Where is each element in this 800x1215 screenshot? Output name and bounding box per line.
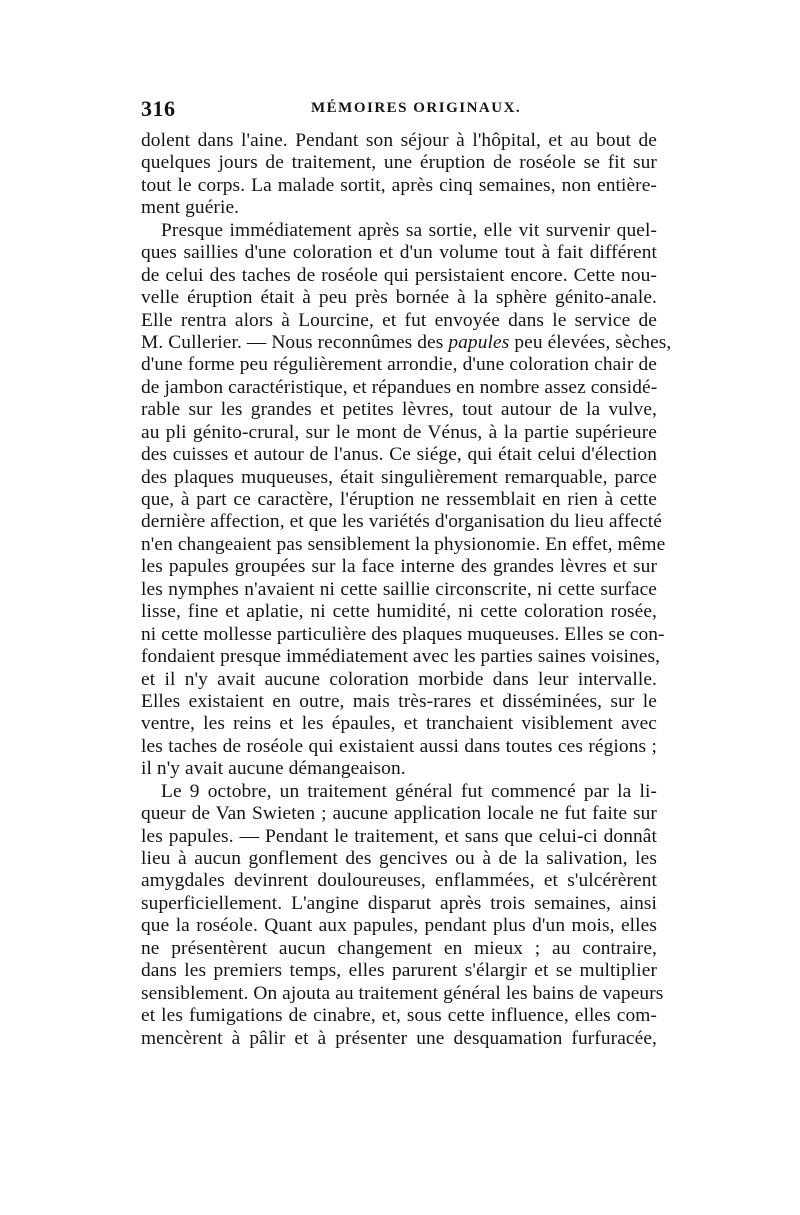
text-line: n'en changeaient pas sensiblement la physionomie. En effet, même (141, 533, 666, 555)
text-line: les nymphes n'avaient ni cette saillie circonscrite, ni cette surface (141, 578, 657, 600)
text-line: il n'y avait aucune démangeaison. (141, 758, 406, 780)
text-line: lisse, fine et aplatie, ni cette humidité, ni cette coloration rosée, (141, 601, 657, 623)
text-line: les taches de roséole qui existaient aussi dans toutes ces régions ; (141, 735, 657, 757)
text-line: des cuisses et autour de l'anus. Ce siége, qui était celui d'élection (141, 444, 657, 466)
text-line: ques saillies d'une coloration et d'un volume tout à fait différent (141, 242, 657, 264)
text-line: ni cette mollesse particulière des plaques muqueuses. Elles se con- (141, 623, 665, 645)
text-line: au pli génito-crural, sur le mont de Vénus, à la partie supérieure (141, 421, 657, 443)
text-line: de jambon caractéristique, et répandues en nombre assez considé- (141, 376, 658, 398)
text-line: Le 9 octobre, un traitement général fut commencé par la li- (161, 780, 657, 802)
text-line: quelques jours de traitement, une éruption de roséole se fit sur (141, 152, 657, 174)
text-line: mencèrent à pâlir et à présenter une desquamation furfuracée, (141, 1027, 657, 1049)
text-line: les papules groupées sur la face interne des grandes lèvres et sur (141, 556, 657, 578)
text-line: d'une forme peu régulièrement arrondie, d'une coloration chair de (141, 354, 657, 376)
text-line: Elle rentra alors à Lourcine, et fut envoyée dans le service de (141, 309, 657, 331)
text-line: amygdales devinrent douloureuses, enflammées, et s'ulcérèrent (141, 870, 657, 892)
text-line: Elles existaient en outre, mais très-rares et disséminées, sur le (141, 690, 657, 712)
text-line: velle éruption était à peu près bornée à la sphère génito-anale. (141, 287, 657, 309)
text-line: dolent dans l'aine. Pendant son séjour à l'hôpital, et au bout de (141, 130, 657, 151)
text-line: tout le corps. La malade sortit, après cinq semaines, non entière- (141, 174, 657, 196)
text-line: superficiellement. L'angine disparut après trois semaines, ainsi (141, 892, 657, 914)
text-line: que la roséole. Quant aux papules, pendant plus d'un mois, elles (141, 915, 657, 937)
text-line: de celui des taches de roséole qui persistaient encore. Cette nou- (141, 264, 657, 286)
page-number: 316 (141, 96, 176, 121)
text-line: ment guérie. (141, 197, 240, 219)
text-line: les papules. — Pendant le traitement, et sans que celui-ci donnât (141, 825, 657, 847)
text-line: dernière affection, et que les variétés d'organisation du lieu affecté (141, 511, 662, 533)
text-line: ne présentèrent aucun changement en mieux ; au contraire, (141, 937, 657, 959)
text-line: lieu à aucun gonflement des gencives ou à de la salivation, les (141, 848, 657, 869)
text-line: et il n'y avait aucune coloration morbide dans leur intervalle. (141, 668, 657, 690)
text-line: ventre, les reins et les épaules, et tranchaient visiblement avec (141, 713, 657, 735)
text-line: rable sur les grandes et petites lèvres, tout autour de la vulve, (141, 399, 657, 421)
text-line: sensiblement. On ajouta au traitement général les bains de vapeurs (141, 982, 664, 1004)
text-line: et les fumigations de cinabre, et, sous cette influence, elles com- (141, 1005, 657, 1027)
text-line: des plaques muqueuses, était singulièrement remarquable, parce (141, 466, 657, 488)
text-line (141, 331, 672, 354)
running-title: MÉMOIRES ORIGINAUX. (311, 100, 522, 116)
text-line: fondaient presque immédiatement avec les parties saines voisines, (141, 646, 661, 668)
text-line: Presque immédiatement après sa sortie, elle vit survenir quel- (161, 219, 657, 241)
text-line: dans les premiers temps, elles parurent s'élargir et se multiplier (141, 960, 657, 982)
text-run: M. Cullerier. — Nous reconnûmes des (141, 331, 449, 353)
text-line: queur de Van Swieten ; aucune application locale ne fut faite sur (141, 803, 657, 825)
italic-term: papules (448, 331, 510, 353)
text-line: que, à part ce caractère, l'éruption ne ressemblait en rien à cette (141, 489, 657, 510)
body-text (141, 130, 672, 1050)
text-run: peu élevées, sèches, (509, 331, 672, 353)
running-head (141, 96, 657, 126)
